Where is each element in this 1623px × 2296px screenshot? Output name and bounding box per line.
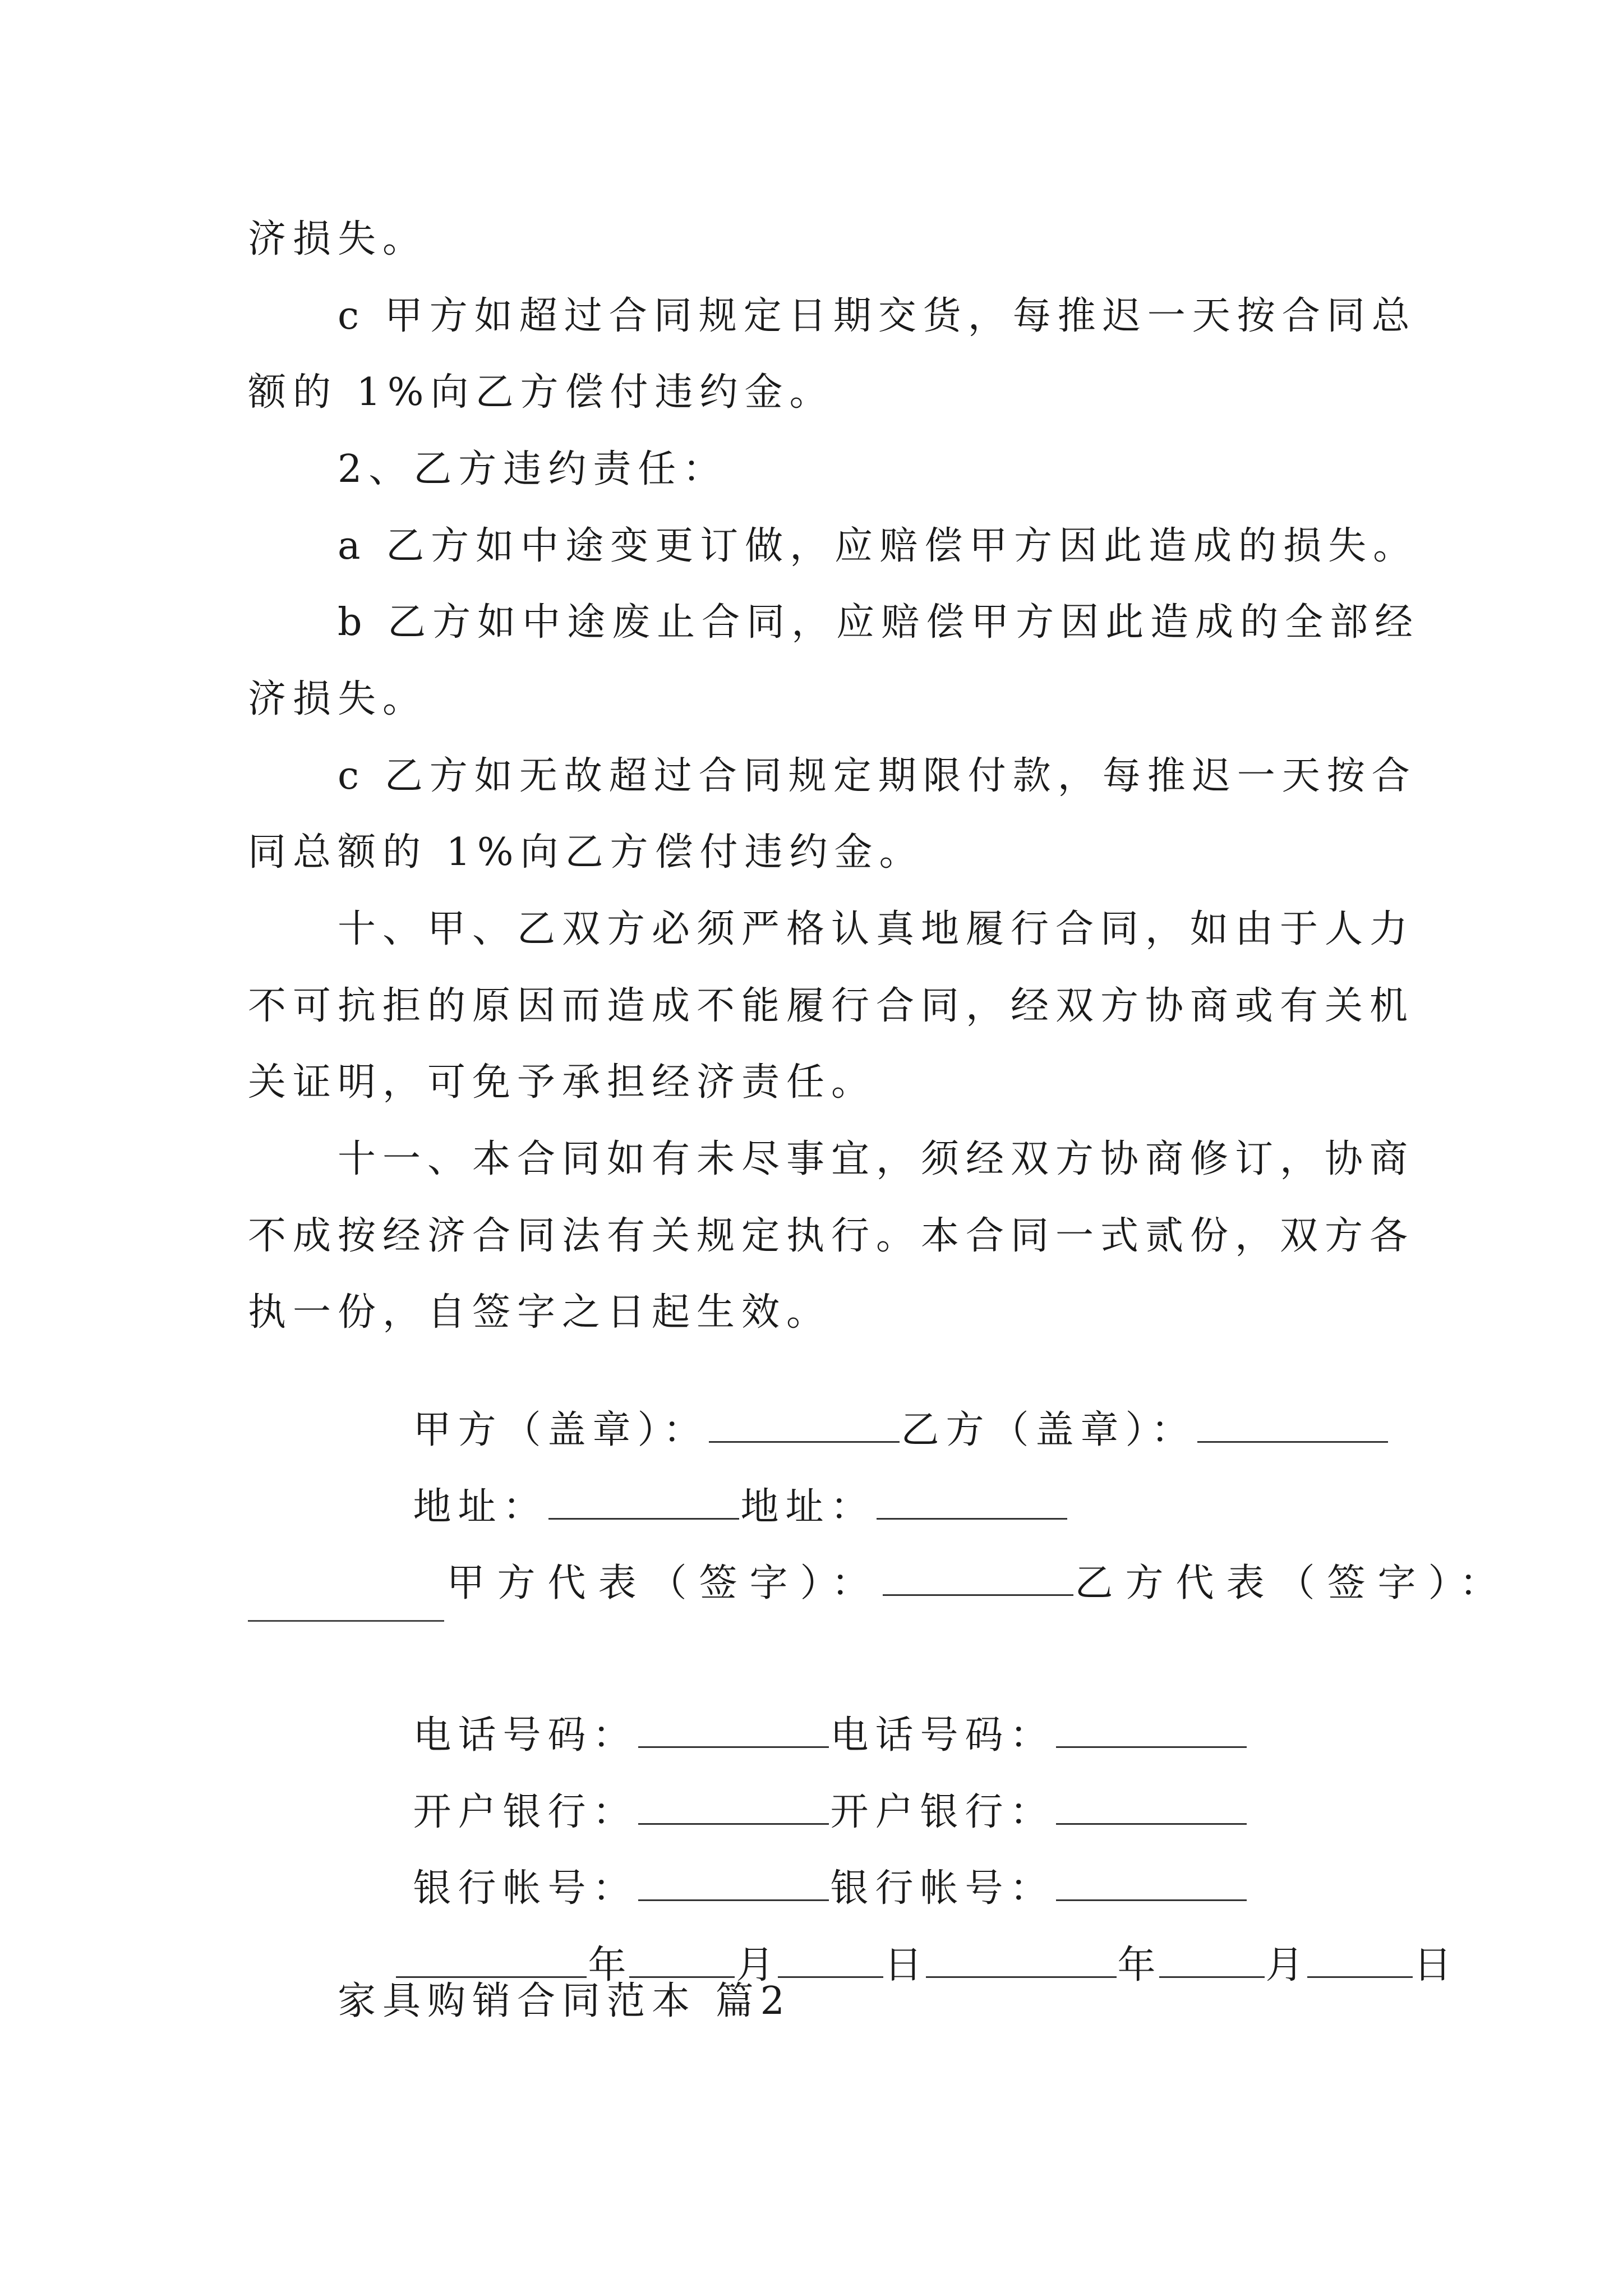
rep-a-label: 甲方代表（签字）： <box>446 1561 882 1605</box>
party-b-seal-blank <box>1197 1409 1388 1443</box>
address-b-label: 地址： <box>740 1485 875 1529</box>
paragraph-line: a 乙方如中途变更订做，应赔偿甲方因此造成的损失。 <box>338 524 1418 568</box>
representative-row <box>349 1524 1510 1641</box>
account-a-blank <box>638 1867 829 1901</box>
day-2-label: 日 <box>1413 1943 1454 1987</box>
next-section-title: 家具购销合同范本 篇2 <box>338 1979 791 2023</box>
bank-b-blank <box>1056 1791 1247 1825</box>
paragraph-line: 十一、本合同如有未尽事宜，须经双方协商修订，协商 <box>338 1137 1415 1181</box>
account-b-label: 银行帐号： <box>830 1866 1055 1911</box>
bank-a-label: 开户银行： <box>413 1790 638 1834</box>
paragraph-line: 不可抗拒的原因而造成不能履行合同，经双方协商或有关机 <box>248 984 1415 1028</box>
paragraph-line: 执一份，自签字之日起生效。 <box>248 1290 832 1335</box>
phone-a-blank <box>638 1714 829 1748</box>
rep-b-blank <box>248 1620 444 1622</box>
bank-a-blank <box>638 1791 829 1825</box>
address-a-label: 地址： <box>413 1485 548 1529</box>
account-b-blank <box>1056 1867 1247 1901</box>
rep-a-blank <box>883 1562 1073 1596</box>
rep-b-label: 乙方代表（签字）： <box>1075 1561 1510 1605</box>
paragraph-line: c 甲方如超过合同规定日期交货，每推迟一天按合同总 <box>338 294 1417 338</box>
year-2-label: 年 <box>1117 1943 1158 1987</box>
day-1-blank <box>778 1944 883 1978</box>
paragraph-line: 十、甲、乙双方必须严格认真地履行合同，如由于人力 <box>338 907 1415 951</box>
paragraph-line: b 乙方如中途废止合同，应赔偿甲方因此造成的全部经 <box>338 600 1420 645</box>
month-2-label: 月 <box>1265 1943 1306 1987</box>
address-b-blank <box>877 1485 1067 1520</box>
paragraph-line: 不成按经济合同法有关规定执行。本合同一式贰份，双方各 <box>248 1214 1415 1258</box>
paragraph-line: 额的 1%向乙方偿付违约金。 <box>248 370 834 415</box>
party-b-seal-label: 乙方（盖章）： <box>901 1408 1196 1452</box>
phone-b-blank <box>1056 1714 1247 1748</box>
paragraph-line: 济损失。 <box>248 217 428 261</box>
month-2-blank <box>1159 1944 1265 1978</box>
year-1-blank <box>396 1944 587 1978</box>
month-1-blank <box>629 1944 735 1978</box>
party-a-seal-blank <box>709 1409 900 1443</box>
paragraph-line: 2、乙方违约责任： <box>338 447 728 491</box>
paragraph-line: 同总额的 1%向乙方偿付违约金。 <box>248 830 924 875</box>
bank-b-label: 开户银行： <box>830 1790 1055 1834</box>
paragraph-line: 济损失。 <box>248 677 428 721</box>
month-1-label: 月 <box>736 1943 777 1987</box>
day-2-blank <box>1307 1944 1413 1978</box>
phone-a-label: 电话号码： <box>413 1713 638 1757</box>
address-a-blank <box>548 1485 739 1520</box>
party-a-seal-label: 甲方（盖章）： <box>413 1408 708 1452</box>
phone-b-label: 电话号码： <box>830 1713 1055 1757</box>
year-1-label: 年 <box>588 1943 629 1987</box>
account-a-label: 银行帐号： <box>413 1866 638 1911</box>
paragraph-line: c 乙方如无故超过合同规定期限付款，每推迟一天按合 <box>338 754 1417 798</box>
day-1-label: 日 <box>884 1943 925 1987</box>
paragraph-line: 关证明，可免予承担经济责任。 <box>248 1060 877 1105</box>
year-2-blank <box>926 1944 1117 1978</box>
